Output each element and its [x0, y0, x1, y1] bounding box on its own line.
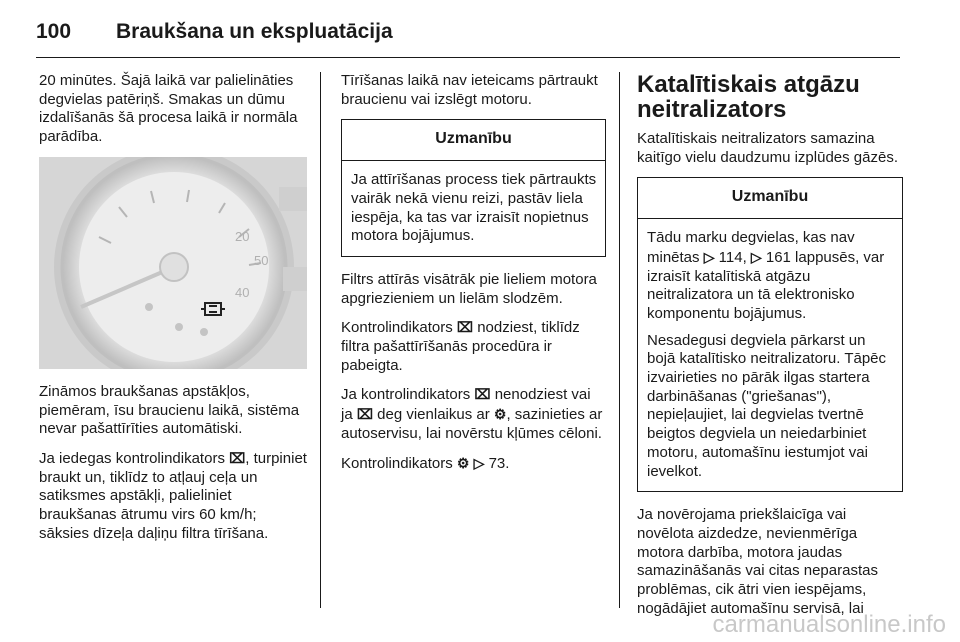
- page-number: 100: [36, 20, 72, 43]
- engine-icon: ⚙: [493, 406, 507, 423]
- page-title: Braukšana un ekspluatācija: [116, 20, 393, 43]
- column-2: [341, 72, 606, 483]
- paragraph: Ja kontrolindikators ⌧ nenodziest vai ja ⌧ deg vienlaikus ar ⚙, sazinieties ar autoservisu, lai novērstu kļūmes cēloni.: [341, 386, 603, 442]
- notice-box: [341, 119, 606, 257]
- dpf-icon: ⌧: [229, 449, 246, 466]
- column-3: [637, 72, 903, 628]
- instrument-cluster-image: [39, 157, 307, 369]
- page-header: [36, 14, 920, 50]
- notice-text: Tādu marku degvielas, kas nav minētas ▷ 114, ▷ 161 lappusēs, var izraisīt katalītiskā atgāzu neitralizatora un tā elektronisko komponentu bojājumus.: [647, 229, 885, 322]
- gauge-tick-label: 20: [235, 228, 250, 244]
- page-reference-icon[interactable]: ▷: [703, 248, 715, 265]
- gauge-tick-label: 50: [254, 252, 269, 268]
- page-reference-icon[interactable]: ▷: [750, 248, 762, 265]
- paragraph: Kontrolindikators ⌧ nodziest, tiklīdz filtra pašattīrīšanās procedūra ir pabeigta.: [341, 319, 580, 374]
- column-1: [39, 72, 307, 553]
- dpf-icon: ⌧: [474, 386, 491, 403]
- paragraph: Filtrs attīrās visātrāk pie lieliem motora apgriezieniem un lielām slodzēm.: [341, 270, 597, 307]
- dpf-icon: ⌧: [456, 319, 474, 336]
- column-divider: [320, 72, 321, 608]
- notice-title: Uzmanību: [342, 120, 605, 161]
- paragraph: Kontrolindikators ⚙ ▷ 73.: [341, 454, 510, 472]
- paragraph: Ja iedegas kontrolindikators ⌧, turpiniet braukt un, tiklīdz to atļauj ceļa un satiksmes apstākļi, palieliniet braukšanas ātrumu virs 60 km/h; sāksies dīzeļa daļiņu filtra tīrīšana.: [39, 449, 307, 542]
- paragraph: Tīrīšanas laikā nav ieteicams pārtraukt braucienu vai izslēgt motoru.: [341, 72, 598, 108]
- section-heading: Katalītiskais atgāzu neitralizators: [637, 71, 860, 123]
- dpf-icon: ⌧: [356, 406, 373, 423]
- watermark: carmanualsonline.info: [712, 611, 946, 638]
- paragraph: 20 minūtes. Šajā laikā var palielināties degvielas patēriņš. Smakas un dūmu izdalīšanās šā procesa laikā ir normāla parādība.: [39, 72, 298, 146]
- paragraph: Katalītiskais neitralizators samazina kaitīgo vielu daudzumu izplūdes gāzēs.: [637, 130, 898, 166]
- paragraph: Ja novērojama priekšlaicīga vai novēlota aizdedze, nevienmērīga motora darbība, motora jaudas samazināšanās vai citas neparastas problēmas, cik ātri vien iespējams, nogādājiet automašīnu servisā, lai: [637, 506, 878, 617]
- gauge-tick-label: 40: [235, 284, 250, 300]
- notice-text: Nesadegusi degviela pārkarst un bojā katalītisko neitralizatoru. Tāpēc izvairieties no pārāk ilgas startera darbināšanas ("griešanas"), nepieļaujiet, lai degvielas tvertnē beigtos degviela un neiedarbiniet motoru, automašīnu iestumjot vai ievelkot.: [647, 331, 887, 480]
- header-divider: [36, 57, 900, 58]
- page-reference-icon[interactable]: ▷: [473, 454, 485, 471]
- notice-box: [637, 177, 903, 492]
- notice-title: Uzmanību: [638, 178, 902, 219]
- paragraph: Zināmos braukšanas apstākļos, piemēram, īsu braucienu laikā, sistēma nevar pašattīrīties automātiski.: [39, 382, 300, 438]
- notice-text: Ja attīrīšanas process tiek pārtraukts vairāk nekā vienu reizi, pastāv liela iespēja, ka tas var izraisīt nopietnus motora bojājumus.: [351, 171, 597, 245]
- column-divider: [619, 72, 620, 608]
- engine-icon: ⚙: [456, 454, 470, 471]
